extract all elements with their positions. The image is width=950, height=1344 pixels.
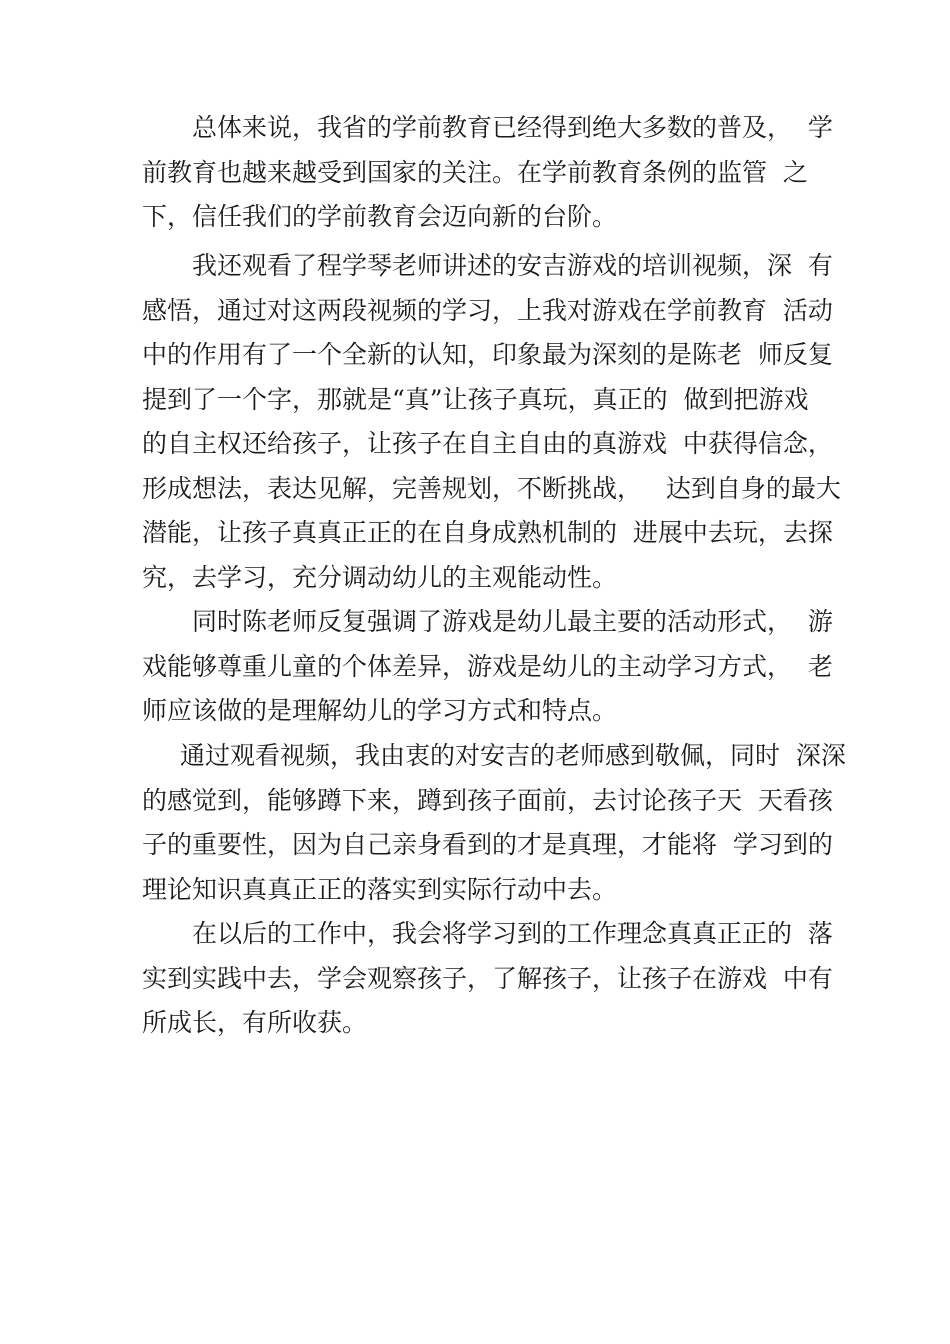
paragraph-line: 在以后的工作中，我会将学习到的工作理念真真正正的 落 — [192, 919, 833, 948]
paragraph-line: 总体来说，我省的学前教育已经得到绝大多数的普及， 学 — [192, 113, 833, 142]
paragraph-line: 感悟，通过对这两段视频的学习，上我对游戏在学前教育 活动 — [142, 295, 833, 325]
paragraph-line: 中的作用有了一个全新的认知，印象最为深刻的是陈老 师反复 — [142, 340, 833, 369]
paragraph-line: 师应该做的是理解幼儿的学习方式和特点。 — [142, 696, 618, 725]
paragraph-2 — [142, 244, 842, 600]
paragraph-line: 下，信任我们的学前教育会迈向新的台阶。 — [142, 202, 618, 231]
paragraph-line: 子的重要性，因为自己亲身看到的才是真理，才能将 学习到的 — [142, 830, 833, 859]
paragraph-line: 通过观看视频，我由衷的对安吉的老师感到敬佩，同时 深深 — [180, 741, 846, 770]
paragraph-line: 所成长，有所收获。 — [142, 1008, 368, 1037]
paragraph-line: 提到了一个字，那就是“真”让孩子真玩，真正的 做到把游戏 — [142, 384, 809, 414]
paragraph-line: 的感觉到，能够蹲下来，蹲到孩子面前，去讨论孩子天 天看孩 — [142, 785, 833, 815]
paragraph-line: 的自主权还给孩子，让孩子在自主自由的真游戏 中获得信念， — [142, 429, 833, 458]
paragraph-3 — [142, 600, 842, 734]
paragraph-line: 潜能，让孩子真真正正的在自身成熟机制的 进展中去玩，去探 — [142, 518, 833, 547]
paragraph-line: 实到实践中去，学会观察孩子，了解孩子，让孩子在游戏 中有 — [142, 963, 833, 993]
paragraph-line: 前教育也越来越受到国家的关注。在学前教育条例的监管 之 — [142, 157, 808, 187]
paragraph-1 — [142, 106, 842, 240]
paragraph-4 — [142, 734, 846, 912]
paragraph-line: 戏能够尊重儿童的个体差异，游戏是幼儿的主动学习方式， 老 — [142, 651, 833, 681]
paragraph-line: 究，去学习，充分调动幼儿的主观能动性。 — [142, 562, 618, 592]
paragraph-line: 理论知识真真正正的落实到实际行动中去。 — [142, 874, 618, 904]
paragraph-5 — [142, 912, 842, 1046]
paragraph-line: 形成想法，表达见解，完善规划，不断挑战， 达到自身的最大 — [142, 473, 841, 503]
paragraph-line: 同时陈老师反复强调了游戏是幼儿最主要的活动形式， 游 — [192, 607, 833, 636]
paragraph-line: 我还观看了程学琴老师讲述的安吉游戏的培训视频，深 有 — [192, 251, 833, 280]
